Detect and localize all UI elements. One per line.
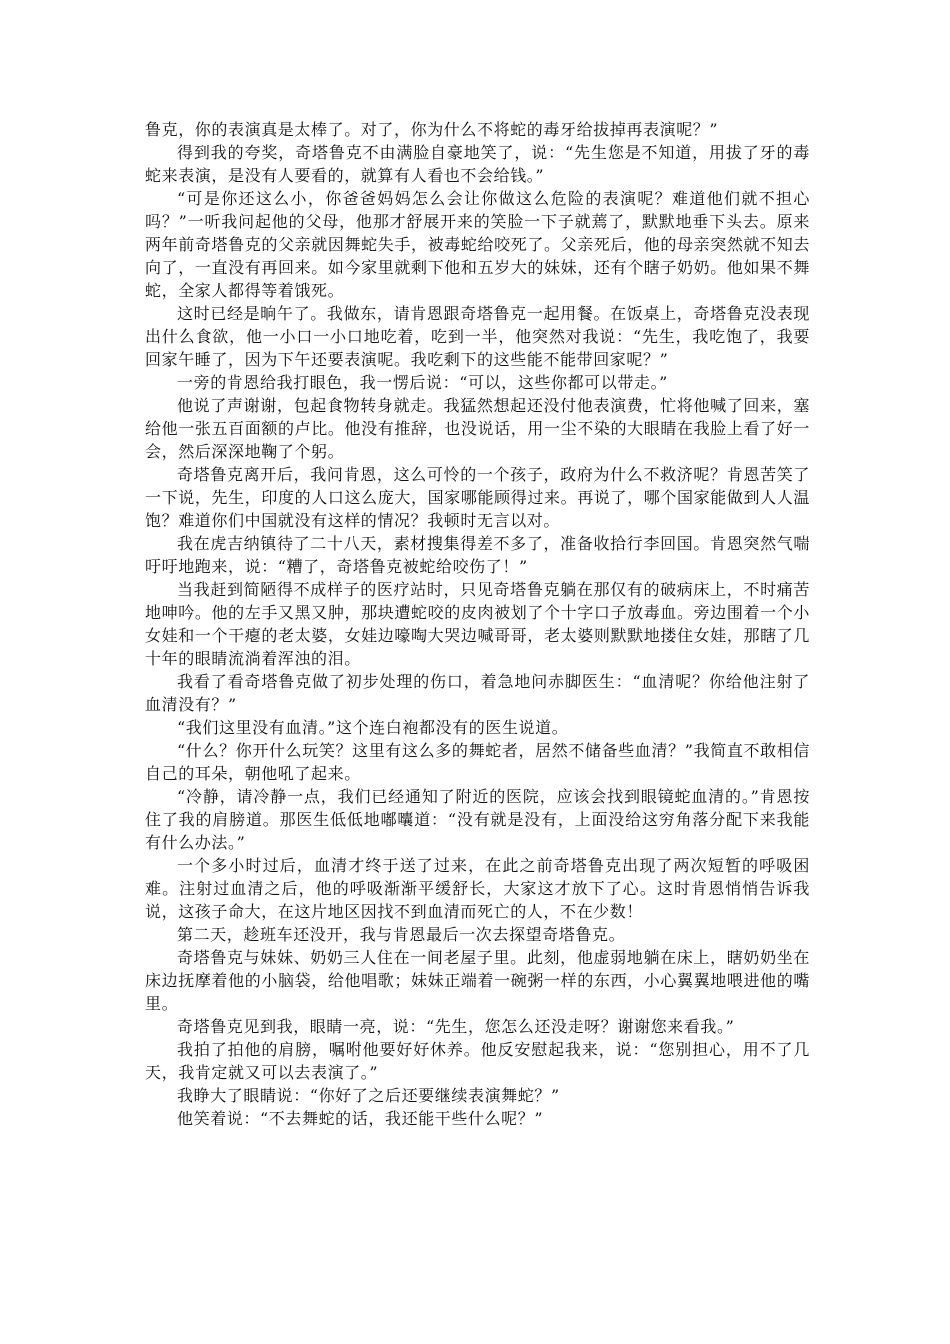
paragraph: 奇塔鲁克离开后，我问肯恩，这么可怜的一个孩子，政府为什么不救济呢？肯恩苦笑了一下说，先生，印度的人口这么庞大，国家哪能顾得过来。再说了，哪个国家能做到人人温饱？难道你们中国就没有这样的情况？我顿时无言以对。 [145, 465, 810, 530]
paragraph: 他说了声谢谢，包起食物转身就走。我猛然想起还没付他表演费，忙将他喊了回来，塞给他一张五百面额的卢比。他没有推辞，也没说话，用一尘不染的大眼睛在我脸上看了好一会，然后深深地鞠了个躬。 [145, 396, 810, 461]
paragraph: 我在虎吉纳镇待了二十八天，素材搜集得差不多了，准备收拾行李回国。肯恩突然气喘吁吁地跑来，说：“糟了，奇塔鲁克被蛇给咬伤了！” [145, 534, 810, 576]
paragraph: 奇塔鲁克与妹妹、奶奶三人住在一间老屋子里。此刻，他虚弱地躺在床上，瞎奶奶坐在床边抚摩着他的小脑袋，给他唱歌；妹妹正端着一碗粥一样的东西，小心翼翼地喂进他的嘴里。 [145, 948, 810, 1013]
paragraph-continuation: 鲁克，你的表演真是太棒了。对了，你为什么不将蛇的毒牙给拔掉再表演呢？” [145, 120, 719, 139]
paragraph: “冷静，请冷静一点，我们已经通知了附近的医院，应该会找到眼镜蛇血清的。”肯恩按住了我的肩膀道。那医生低低地嘟囔道：“没有就是没有，上面没给这穷角落分配下来我能有什么办法。” [145, 787, 810, 852]
paragraph: “可是你还这么小，你爸爸妈妈怎么会让你做这么危险的表演呢？难道他们就不担心吗？”一听我问起他的父母，他那才舒展开来的笑脸一下子就蔫了，默默地垂下头去。原来两年前奇塔鲁克的父亲就因舞蛇失手，被毒蛇给咬死了。父亲死后，他的母亲突然就不知去向了，一直没有再回来。如今家里就剩下他和五岁大的妹妹，还有个瞎子奶奶。他如果不舞蛇，全家人都得等着饿死。 [145, 189, 810, 300]
paragraph: 第二天，趁班车还没开，我与肯恩最后一次去探望奇塔鲁克。 [177, 925, 626, 944]
paragraph: 我看了看奇塔鲁克做了初步处理的伤口，着急地问赤脚医生：“血清呢？你给他注射了血清没有？” [145, 672, 810, 714]
paragraph: 当我赶到简陋得不成样子的医疗站时，只见奇塔鲁克躺在那仅有的破病床上，不时痛苦地呻吟。他的左手又黑又肿，那块遭蛇咬的皮肉被划了个十字口子放毒血。旁边围着一个小女娃和一个干瘪的老太婆，女娃边嚎啕大哭边喊哥哥，老太婆则默默地搂住女娃，那瞎了几十年的眼睛流淌着浑浊的泪。 [145, 580, 810, 668]
paragraph: “我们这里没有血清。”这个连白袍都没有的医生说道。 [177, 718, 569, 737]
paragraph: 奇塔鲁克见到我，眼睛一亮，说：“先生，您怎么还没走呀？谢谢您来看我。” [177, 1017, 735, 1036]
article-body [145, 118, 810, 1130]
paragraph: 一旁的肯恩给我打眼色，我一愣后说：“可以，这些你都可以带走。” [177, 373, 668, 392]
paragraph: 这时已经是晌午了。我做东，请肯恩跟奇塔鲁克一起用餐。在饭桌上，奇塔鲁克没表现出什么食欲，他一小口一小口地吃着，吃到一半，他突然对我说：“先生，我吃饱了，我要回家午睡了，因为下午还要表演呢。我吃剩下的这些能不能带回家呢？” [145, 304, 810, 369]
paragraph: 我拍了拍他的肩膀，嘱咐他要好好休养。他反安慰起我来，说：“您别担心，用不了几天，我肯定就又可以去表演了。” [145, 1040, 810, 1082]
paragraph: 一个多小时过后，血清才终于送了过来，在此之前奇塔鲁克出现了两次短暂的呼吸困难。注射过血清之后，他的呼吸渐渐平缓舒长，大家这才放下了心。这时肯恩悄悄告诉我说，这孩子命大，在这片地区因找不到血清而死亡的人，不在少数！ [145, 856, 810, 921]
paragraph: “什么？你开什么玩笑？这里有这么多的舞蛇者，居然不储备些血清？”我简直不敢相信自己的耳朵，朝他吼了起来。 [145, 741, 810, 783]
paragraph: 他笑着说：“不去舞蛇的话，我还能干些什么呢？” [177, 1109, 544, 1128]
paragraph: 得到我的夸奖，奇塔鲁克不由满脸自豪地笑了，说：“先生您是不知道，用拔了牙的毒蛇来表演，是没有人要看的，就算有人看也不会给钱。” [145, 143, 810, 185]
paragraph: 我睁大了眼睛说：“你好了之后还要继续表演舞蛇？” [177, 1086, 560, 1105]
